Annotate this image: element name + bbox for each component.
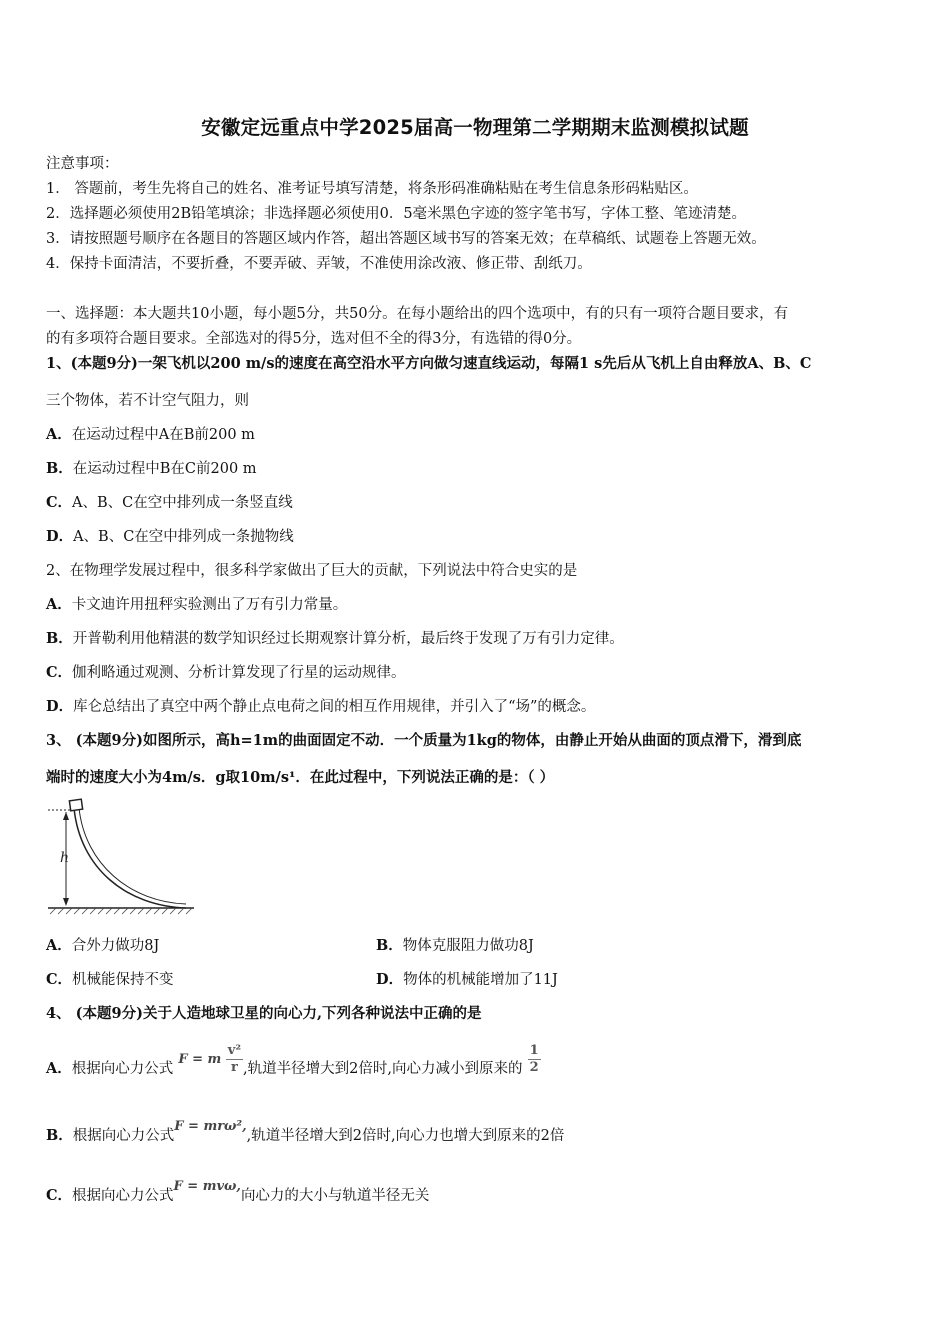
q1-stem-line1: 1、(本题9分)一架飞机以200 m/s的速度在高空沿水平方向做匀速直线运动，每隔1 s先后从飞机上自由释放A、B、C	[46, 355, 812, 372]
q2-stem: 2、在物理学发展过程中，很多科学家做出了巨大的贡献，下列说法中符合史实的是	[46, 563, 578, 579]
notice-heading: 注意事项：	[46, 156, 119, 172]
q4-c-formula: F = mvω,	[173, 1179, 241, 1194]
q3-option-d: D．物体的机械能增加了11J	[376, 971, 558, 988]
notice-item-2: 2．选择题必须使用2B铅笔填涂；非选择题必须使用0．5毫米黑色字迹的签字笔书写，字体工整、笔迹清楚。	[46, 206, 747, 222]
page-title: 安徽定远重点中学2025届高一物理第二学期期末监测模拟试题	[201, 116, 749, 139]
q2-option-d: D．库仑总结出了真空中两个静止点电荷之间的相互作用规律，并引入了“场”的概念。	[46, 698, 596, 715]
section-intro-line1: 一、选择题：本大题共10小题，每小题5分，共50分。在每小题给出的四个选项中，有的只有一项符合题目要求，有	[46, 306, 789, 322]
height-arrow-head-top	[63, 812, 69, 820]
q3-option-c: C．机械能保持不变	[46, 971, 174, 988]
q1-stem-line2: 三个物体，若不计空气阻力，则	[46, 393, 249, 409]
q2-option-a: A．卡文迪许用扭秤实验测出了万有引力常量。	[46, 596, 348, 613]
q1-option-d: D．A、B、C在空中排列成一条抛物线	[46, 528, 294, 545]
q3-stem-line1: 3、 (本题9分)如图所示，高h=1m的曲面固定不动．一个质量为1kg的物体，由静止开始从曲面的顶点滑下，滑到底	[46, 732, 802, 749]
q1-option-a: A．在运动过程中A在B前200 m	[46, 426, 255, 443]
curved-surface-inner	[79, 808, 186, 904]
q1-option-c: C．A、B、C在空中排列成一条竖直线	[46, 494, 293, 511]
q4-option-a: A．根据向心力公式 F = m $\frac{\text{v²}}{r}$ ,轨道半径增大到2倍时,向心力减小到原来的 $\frac{1}{2}$	[46, 1042, 539, 1077]
q4-option-c: C．根据向心力公式F = mvω,向心力的大小与轨道半径无关	[46, 1179, 430, 1204]
height-arrow-head-bottom	[63, 898, 69, 906]
q4-b-formula: F = mrω²,	[174, 1119, 247, 1134]
q2-option-c: C．伽利略通过观测、分析计算发现了行星的运动规律。	[46, 664, 406, 681]
q3-option-b: B．物体克服阻力做功8J	[376, 937, 534, 954]
section-intro-line2: 的有多项符合题目要求。全部选对的得5分，选对但不全的得3分，有选错的得0分。	[46, 331, 582, 347]
q2-option-b: B．开普勒利用他精湛的数学知识经过长期观察计算分析，最后终于发现了万有引力定律。	[46, 630, 624, 647]
notice-item-3: 3．请按照题号顺序在各题目的答题区域内作答，超出答题区域书写的答案无效；在草稿纸、试题卷上答题无效。	[46, 231, 766, 247]
notice-item-1: 1． 答题前，考生先将自己的姓名、准考证号填写清楚，将条形码准确粘贴在考生信息条形码粘贴区。	[46, 181, 698, 197]
height-label: h	[60, 850, 70, 866]
q4-a-fraction: $\frac{1}{2}$	[529, 1042, 539, 1075]
q3-option-a: A．合外力做功8J	[46, 937, 160, 954]
q1-option-b: B．在运动过程中B在C前200 m	[46, 460, 257, 477]
q3-stem-line2: 端时的速度大小为4m/s．g取10m/s¹．在此过程中，下列说法正确的是：（ ）	[46, 769, 555, 786]
q4-a-formula: F = m $\frac{\text{v²}}{r}$	[178, 1042, 242, 1075]
notice-item-4: 4．保持卡面清洁，不要折叠，不要弄破、弄皱，不准使用涂改液、修正带、刮纸刀。	[46, 256, 592, 272]
ground-hatching	[50, 908, 192, 914]
q4-option-b: B．根据向心力公式F = mrω²,,轨道半径增大到2倍时,向心力也增大到原来的2倍	[46, 1119, 565, 1144]
q4-stem: 4、 (本题9分)关于人造地球卫星的向心力,下列各种说法中正确的是	[46, 1005, 482, 1022]
curved-surface	[74, 808, 186, 908]
block	[69, 799, 82, 811]
curved-slope-figure	[46, 798, 206, 918]
